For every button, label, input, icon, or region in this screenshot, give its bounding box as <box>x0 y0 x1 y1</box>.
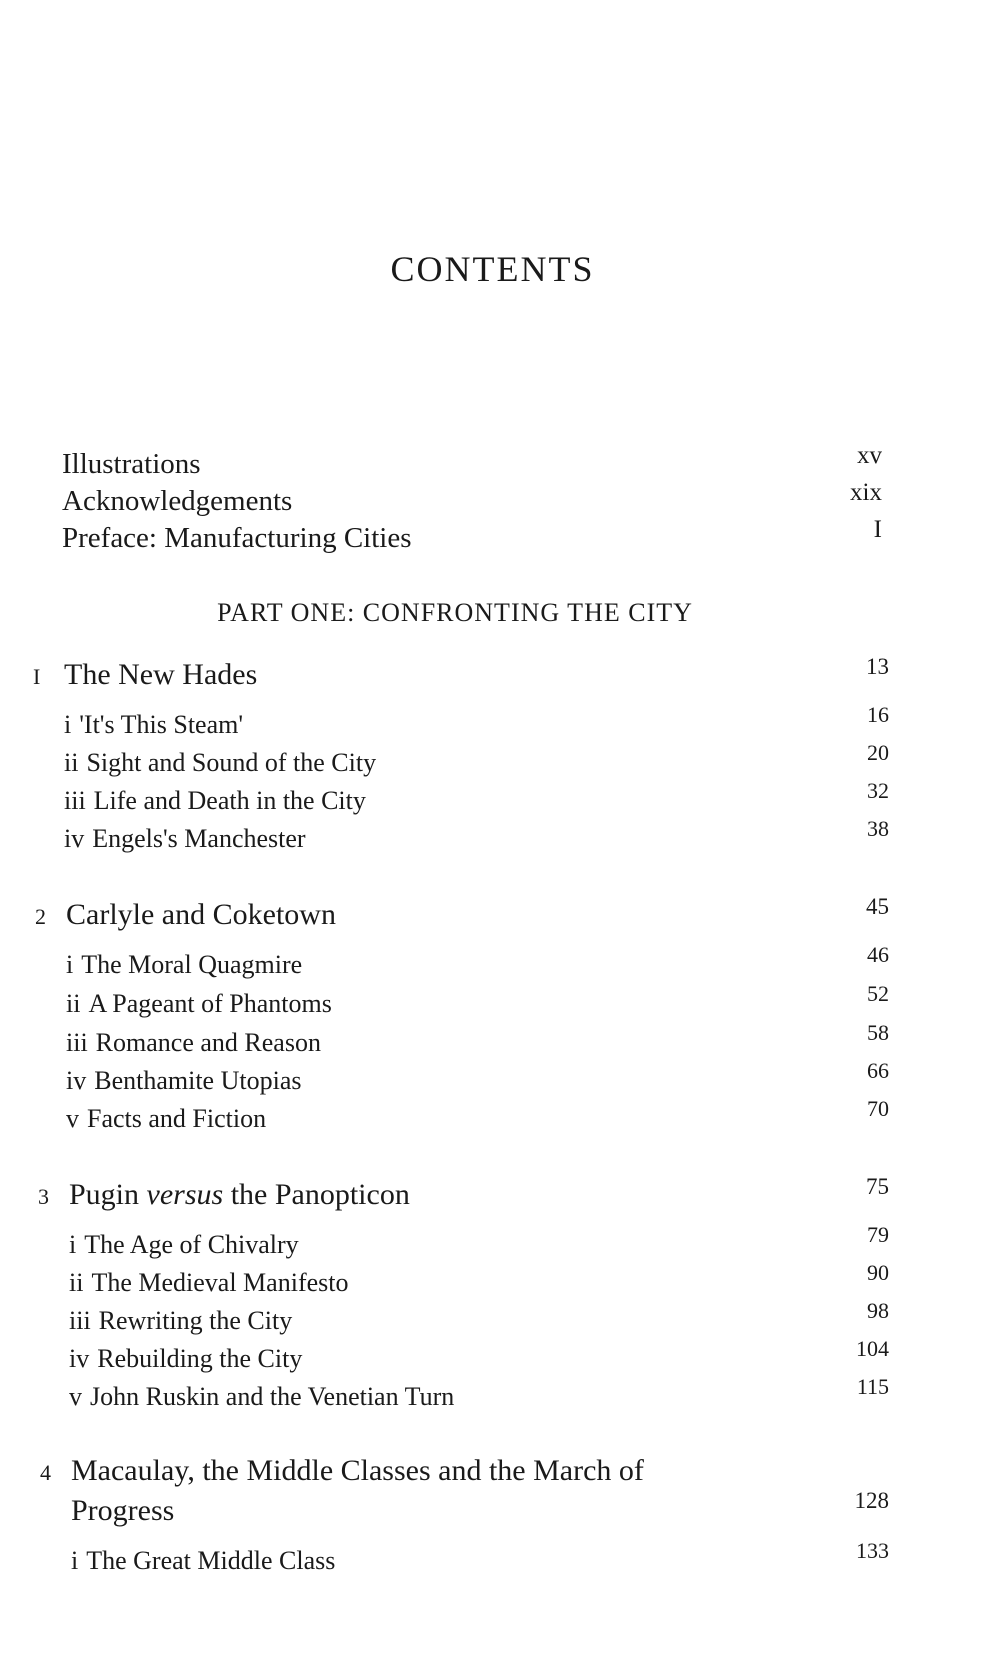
section-number: iii <box>66 1028 88 1057</box>
chapter-title-line-1: Macaulay, the Middle Classes and the March of <box>71 1454 644 1487</box>
toc-section[interactable] <box>0 1096 985 1144</box>
section-title: Romance and Reason <box>95 1028 321 1057</box>
section-title: Rewriting the City <box>98 1306 293 1335</box>
chapter-number: I <box>33 664 41 689</box>
toc-entry-acknowledgements[interactable] <box>0 479 985 525</box>
toc-section[interactable] <box>0 1020 985 1068</box>
toc-section[interactable] <box>0 1374 985 1422</box>
toc-section[interactable] <box>0 702 985 750</box>
section-number: i <box>69 1230 77 1259</box>
chapter-title <box>69 1178 410 1212</box>
section-page: 115 <box>856 1374 889 1399</box>
toc-entry-illustrations[interactable] <box>0 442 985 488</box>
section-page: 104 <box>856 1336 889 1361</box>
section-number: i <box>71 1546 79 1575</box>
toc-chapter-1[interactable] <box>0 654 985 698</box>
toc-entry-page: I <box>873 516 882 543</box>
section-page: 58 <box>867 1020 889 1045</box>
toc-chapter-2[interactable] <box>0 894 985 938</box>
section-title: The Great Middle Class <box>86 1546 336 1575</box>
toc-section[interactable] <box>0 1260 985 1308</box>
chapter-page: 45 <box>866 894 889 919</box>
section-number: i <box>64 710 72 739</box>
chapter-page: 128 <box>854 1488 889 1513</box>
chapter-number: 3 <box>38 1184 49 1209</box>
section-title: Engels's Manchester <box>92 824 306 853</box>
toc-section[interactable] <box>0 1538 985 1586</box>
section-page: 98 <box>867 1298 889 1323</box>
toc-section[interactable] <box>0 816 985 864</box>
toc-entry-label: Preface: Manufacturing Cities <box>62 522 412 554</box>
section-title: The Age of Chivalry <box>84 1230 299 1259</box>
toc-section[interactable] <box>0 740 985 788</box>
section-page: 16 <box>867 702 889 727</box>
section-page: 66 <box>867 1058 889 1083</box>
toc-entry-label: Illustrations <box>62 448 201 480</box>
section-number: iii <box>69 1306 91 1335</box>
section-number: ii <box>69 1268 84 1297</box>
section-page: 32 <box>867 778 889 803</box>
chapter-title-part: the Panopticon <box>230 1178 410 1211</box>
section-number: ii <box>66 989 81 1018</box>
section-number: ii <box>64 748 79 777</box>
section-page: 133 <box>856 1538 889 1563</box>
page-title: CONTENTS <box>390 249 595 289</box>
section-number: v <box>66 1104 79 1133</box>
section-page: 52 <box>867 981 889 1006</box>
section-page: 20 <box>867 740 889 765</box>
toc-section[interactable] <box>0 1058 985 1106</box>
toc-entry-label: Acknowledgements <box>62 485 293 517</box>
section-title: Rebuilding the City <box>97 1344 303 1373</box>
chapter-title-italic: versus <box>146 1178 224 1211</box>
toc-section[interactable] <box>0 1336 985 1384</box>
section-title: 'It's This Steam' <box>79 710 244 739</box>
section-number: iii <box>64 786 86 815</box>
toc-section[interactable] <box>0 1222 985 1270</box>
chapter-number: 2 <box>35 904 46 929</box>
chapter-title-line-2: Progress <box>71 1494 175 1527</box>
chapter-number: 4 <box>40 1460 51 1485</box>
chapter-title-part: Pugin <box>69 1178 140 1211</box>
toc-chapter-3[interactable] <box>0 1174 985 1218</box>
toc-entry-preface[interactable] <box>0 516 985 562</box>
section-page: 90 <box>867 1260 889 1285</box>
section-number: iv <box>64 824 85 853</box>
chapter-title: Carlyle and Coketown <box>66 898 336 931</box>
section-title: Benthamite Utopias <box>94 1066 302 1095</box>
section-title: The Medieval Manifesto <box>91 1268 349 1297</box>
section-page: 79 <box>867 1222 889 1247</box>
section-number: iv <box>66 1066 87 1095</box>
toc-section[interactable] <box>0 778 985 826</box>
chapter-page: 75 <box>866 1174 889 1199</box>
chapter-title: The New Hades <box>64 658 258 691</box>
toc-chapter-4[interactable] <box>0 1454 985 1534</box>
toc-section[interactable] <box>0 1298 985 1346</box>
section-title: Sight and Sound of the City <box>86 748 377 777</box>
toc-section[interactable] <box>0 942 985 990</box>
chapter-page: 13 <box>866 654 889 679</box>
section-title: The Moral Quagmire <box>81 950 303 979</box>
section-number: i <box>66 950 74 979</box>
part-heading: PART ONE: CONFRONTING THE CITY <box>217 598 693 627</box>
section-title: A Pageant of Phantoms <box>88 989 332 1018</box>
section-title: John Ruskin and the Venetian Turn <box>90 1382 455 1411</box>
section-page: 38 <box>867 816 889 841</box>
section-page: 70 <box>867 1096 889 1121</box>
section-number: iv <box>69 1344 90 1373</box>
section-title: Life and Death in the City <box>93 786 366 815</box>
toc-section[interactable] <box>0 981 985 1029</box>
section-number: v <box>69 1382 82 1411</box>
toc-entry-page: xv <box>857 442 882 469</box>
section-page: 46 <box>867 942 889 967</box>
toc-entry-page: xix <box>850 479 882 506</box>
section-title: Facts and Fiction <box>87 1104 267 1133</box>
